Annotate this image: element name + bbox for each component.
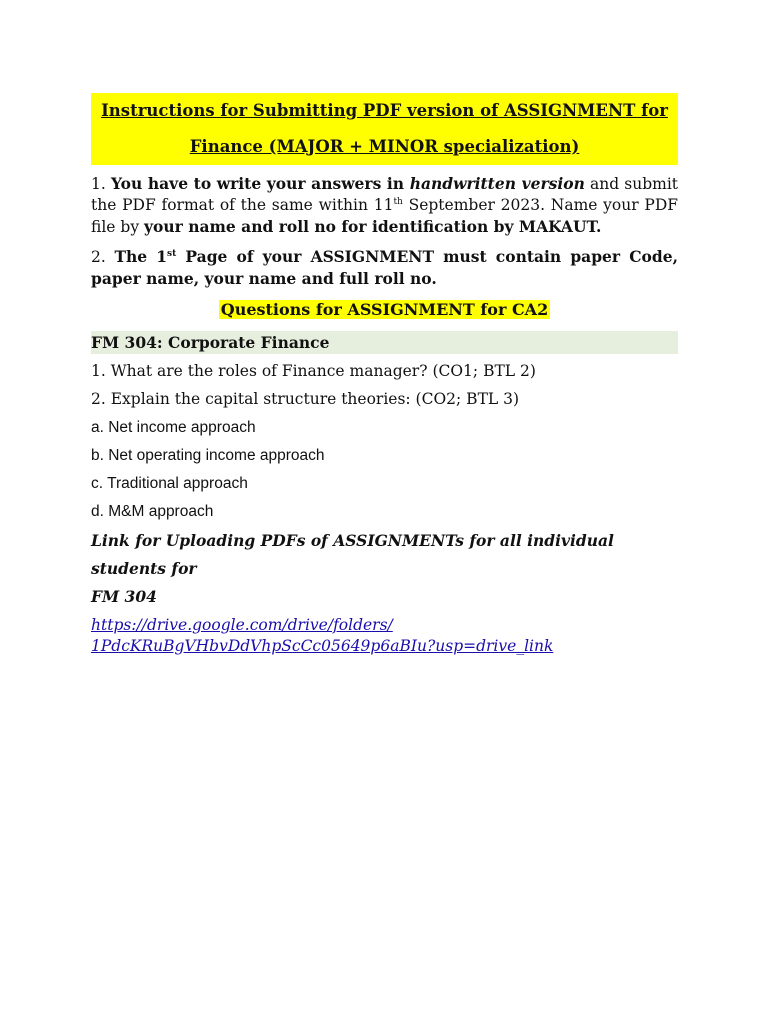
instruction-1-bold-d: your name and roll no for identification by MAKAUT. — [144, 217, 602, 236]
instruction-1-text-c: September 2023. Name your PDF file by — [91, 196, 679, 236]
instruction-2-number: 2. — [91, 248, 115, 266]
instruction-2-bold-a: The 1 — [114, 247, 168, 266]
option-a: a. Net income approach — [91, 419, 256, 436]
drive-upload-link[interactable] — [91, 615, 678, 657]
questions-heading-text: Questions for ASSIGNMENT for CA2 — [220, 300, 549, 319]
drive-link-line-1: https://drive.google.com/drive/folders/ — [91, 616, 393, 634]
title-line-1: Instructions for Submitting PDF version of ASSIGNMENT for — [101, 101, 668, 120]
upload-link-heading-line-1: Link for Uploading PDFs of ASSIGNMENTs for all individual students for — [91, 531, 614, 578]
upload-link-heading-line-2: FM 304 — [91, 587, 157, 606]
option-d: d. M&M approach — [91, 503, 214, 520]
instruction-1-bold-a: You have to write your answers in — [110, 174, 410, 193]
instruction-2-sup: st — [167, 248, 177, 259]
instruction-1-number: 1. — [91, 175, 111, 193]
instruction-2-bold-b: Page of your ASSIGNMENT must contain paper Code, paper name, your name and full roll no. — [91, 247, 678, 288]
instruction-2 — [91, 246, 678, 290]
question-1: 1. What are the roles of Finance manager? (CO1; BTL 2) — [91, 362, 536, 380]
questions-heading — [91, 299, 678, 321]
title-banner — [91, 93, 678, 165]
document-page — [91, 93, 678, 657]
question-2: 2. Explain the capital structure theories: (CO2; BTL 3) — [91, 390, 520, 408]
instruction-1-text-b: and submit the PDF format of the same within 11 — [91, 175, 679, 214]
option-c: c. Traditional approach — [91, 475, 248, 492]
option-b: b. Net operating income approach — [91, 447, 325, 464]
instruction-1 — [91, 173, 678, 238]
upload-link-heading — [91, 527, 678, 611]
drive-link-line-2: 1PdcKRuBgVHbvDdVhpScCc05649p6aBIu?usp=drive_link — [91, 637, 554, 655]
instruction-1-sup: th — [393, 196, 403, 207]
title-line-2: Finance (MAJOR + MINOR specialization) — [189, 137, 580, 156]
instruction-1-bold-italic: handwritten version — [409, 174, 585, 193]
course-title: FM 304: Corporate Finance — [91, 331, 678, 354]
